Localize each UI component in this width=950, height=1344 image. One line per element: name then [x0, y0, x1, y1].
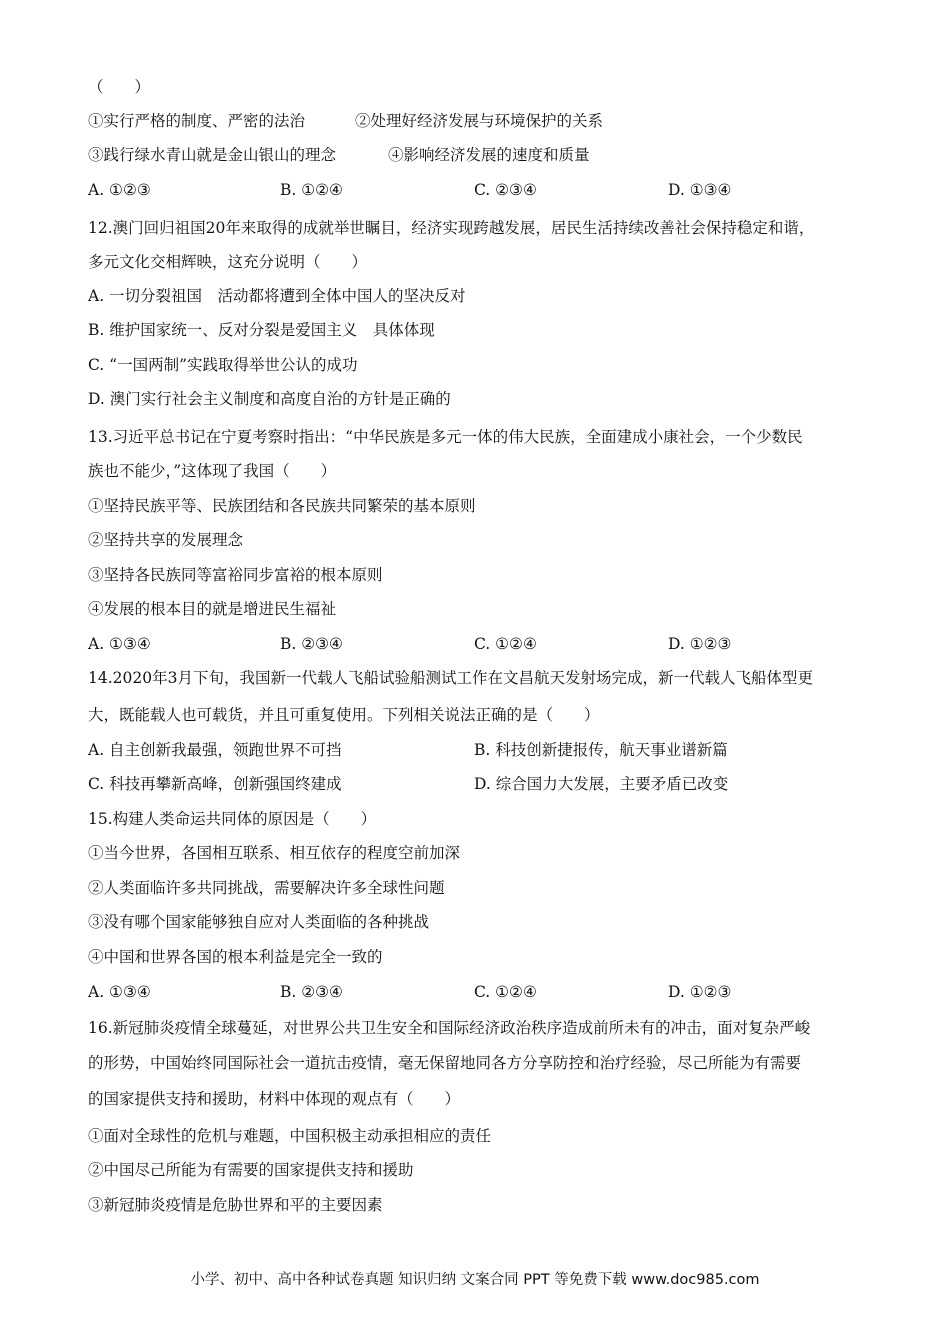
q15-choice-d: D. ①②③ — [668, 983, 732, 1001]
q16-option-2: ②中国尽己所能为有需要的国家提供支持和援助 — [88, 1161, 414, 1179]
q15-choice-a: A. ①③④ — [88, 983, 151, 1001]
q14-choice-c: C. 科技再攀新高峰，创新强国终建成 — [88, 775, 342, 793]
q15-option-2: ②人类面临许多共同挑战，需要解决许多全球性问题 — [88, 879, 445, 897]
q12-choice-d: D. 澳门实行社会主义制度和高度自治的方针是正确的 — [88, 390, 451, 408]
q13-choice-d: D. ①②③ — [668, 635, 732, 653]
q13-option-2: ②坚持共享的发展理念 — [88, 531, 244, 549]
q15-option-4: ④中国和世界各国的根本利益是完全一致的 — [88, 948, 383, 966]
q15-choice-c: C. ①②④ — [474, 983, 537, 1001]
answer-bracket: （ ） — [88, 78, 151, 96]
q13-choice-c: C. ①②④ — [474, 635, 537, 653]
q11-choice-a: A. ①②③ — [88, 181, 151, 199]
q13-option-1: ①坚持民族平等、民族团结和各民族共同繁荣的基本原则 — [88, 497, 476, 515]
q13-option-4: ④发展的根本目的就是增进民生福祉 — [88, 600, 337, 618]
option-3: ③践行绿水青山就是金山银山的理念 — [88, 146, 337, 164]
q12-choice-c: C. “一国两制”实践取得举世公认的成功 — [88, 356, 358, 374]
option-4: ④影响经济发展的速度和质量 — [388, 146, 590, 164]
q14-choice-d: D. 综合国力大发展，主要矛盾已改变 — [474, 775, 729, 793]
option-2: ②处理好经济发展与环境保护的关系 — [355, 112, 604, 130]
q16-option-1: ①面对全球性的危机与难题，中国积极主动承担相应的责任 — [88, 1127, 492, 1145]
q16-option-3: ③新冠肺炎疫情是危胁世界和平的主要因素 — [88, 1196, 383, 1214]
q12-choice-b: B. 维护国家统一、反对分裂是爱国主义 具体体现 — [88, 321, 435, 339]
q16-stem-line1: 16.新冠肺炎疫情全球蔓延，对世界公共卫生安全和国际经济政治秩序造成前所未有的冲击，面对复杂严峻 — [88, 1019, 811, 1037]
q11-choice-b: B. ①②④ — [280, 181, 343, 199]
q16-stem-line3: 的国家提供支持和援助，材料中体现的观点有（ ） — [88, 1090, 461, 1108]
q13-choice-b: B. ②③④ — [280, 635, 343, 653]
q12-stem-line1: 12.澳门回归祖国20年来取得的成就举世瞩目，经济实现跨越发展，居民生活持续改善社会保持稳定和谐， — [88, 219, 815, 237]
q13-stem-line2: 族也不能少，”这体现了我国（ ） — [88, 462, 337, 480]
q14-choice-a: A. 自主创新我最强，领跑世界不可挡 — [88, 741, 342, 759]
q15-choice-b: B. ②③④ — [280, 983, 343, 1001]
q15-option-3: ③没有哪个国家能够独自应对人类面临的各种挑战 — [88, 913, 430, 931]
q15-stem: 15.构建人类命运共同体的原因是（ ） — [88, 810, 377, 828]
q14-stem-line2: 大，既能载人也可载货，并且可重复使用。下列相关说法正确的是（ ） — [88, 706, 600, 724]
q15-option-1: ①当今世界，各国相互联系、相互依存的程度空前加深 — [88, 844, 461, 862]
page-footer: 小学、初中、高中各种试卷真题 知识归纳 文案合同 PPT 等免费下载 www.doc985.com — [190, 1272, 760, 1288]
q11-choice-d: D. ①③④ — [668, 181, 732, 199]
q13-choice-a: A. ①③④ — [88, 635, 151, 653]
q11-choice-c: C. ②③④ — [474, 181, 537, 199]
q12-stem-line2: 多元文化交相辉映，这充分说明（ ） — [88, 253, 368, 271]
q14-choice-b: B. 科技创新捷报传，航天事业谱新篇 — [474, 741, 728, 759]
q13-stem-line1: 13.习近平总书记在宁夏考察时指出：“中华民族是多元一体的伟大民族，全面建成小康社会，一个少数民 — [88, 428, 803, 446]
q14-stem-line1: 14.2020年3月下旬，我国新一代载人飞船试验船测试工作在文昌航天发射场完成，新一代载人飞船体型更 — [88, 669, 813, 687]
q12-choice-a: A. 一切分裂祖国 活动都将遭到全体中国人的坚决反对 — [88, 287, 466, 305]
q16-stem-line2: 的形势，中国始终同国际社会一道抗击疫情，毫无保留地同各方分享防控和治疗经验，尽己所能为有需要 — [88, 1054, 802, 1072]
q13-option-3: ③坚持各民族同等富裕同步富裕的根本原则 — [88, 566, 383, 584]
option-1: ①实行严格的制度、严密的法治 — [88, 112, 306, 130]
